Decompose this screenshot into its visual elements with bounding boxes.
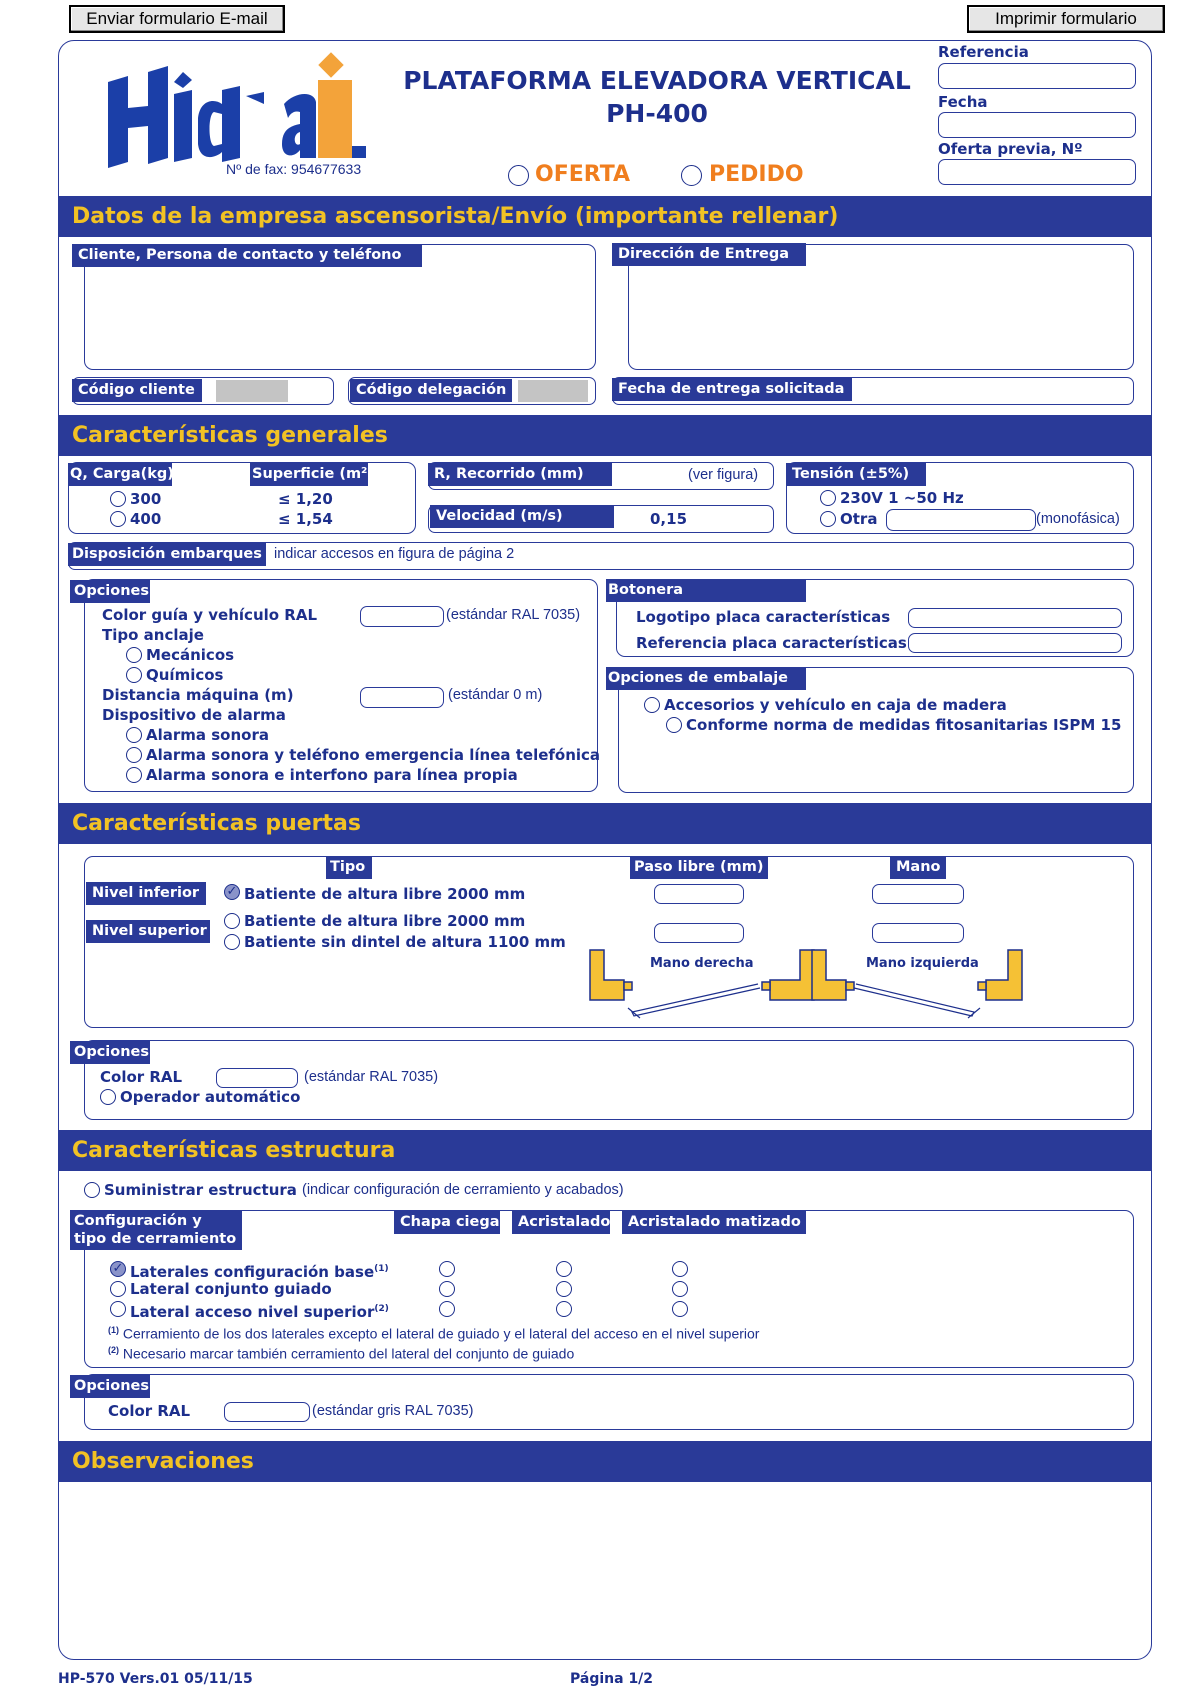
matizado-guiado-radio[interactable]: [672, 1281, 688, 1297]
botonera-label: Botonera: [606, 579, 806, 602]
fecha-label: Fecha: [938, 93, 988, 111]
referencia-label: Referencia: [938, 43, 1029, 61]
dispositivo-label: Dispositivo de alarma: [102, 706, 286, 724]
estructura-color-ral-input[interactable]: [224, 1402, 310, 1422]
embalaje1-radio[interactable]: [644, 697, 660, 713]
estructura-color-std: (estándar gris RAL 7035): [312, 1403, 474, 1419]
referencia-placa-input[interactable]: [908, 633, 1122, 653]
distancia-std: (estándar 0 m): [448, 687, 543, 703]
fecha-entrega-label: Fecha de entrega solicitada: [612, 378, 852, 401]
tension-otra: Otra: [840, 510, 878, 528]
disposicion-label: Disposición embarques: [68, 543, 266, 566]
sup-2a: (2): [374, 1304, 389, 1314]
carga-300-radio[interactable]: [110, 491, 126, 507]
codigo-delegacion-gray: [518, 380, 588, 402]
chapa-acceso-radio[interactable]: [439, 1301, 455, 1317]
pedido-radio[interactable]: [681, 165, 702, 186]
alarma1-radio[interactable]: [126, 727, 142, 743]
codigo-cliente-gray: [216, 380, 288, 402]
section-caracteristicas-estructura: Características estructura: [58, 1130, 1152, 1171]
carga-400-radio[interactable]: [110, 511, 126, 527]
pedido-label: PEDIDO: [709, 162, 804, 187]
form-title: [392, 64, 922, 130]
matizado-base-radio[interactable]: [672, 1261, 688, 1277]
acristalado-matizado-label: Acristalado matizado: [622, 1211, 806, 1234]
send-email-button[interactable]: Enviar formulario E-mail: [69, 5, 285, 33]
acrist-guiado-radio[interactable]: [556, 1281, 572, 1297]
batiente-inferior-checked[interactable]: ✓: [224, 884, 240, 900]
estructura-color-ral-label: Color RAL: [108, 1402, 191, 1420]
tipo-label: Tipo: [326, 856, 372, 879]
quimicos-radio[interactable]: [126, 667, 142, 683]
direccion-label: Dirección de Entrega: [612, 243, 806, 266]
footer-page: Página 1/2: [570, 1671, 654, 1687]
title-line2: PH-400: [606, 99, 708, 128]
nota-2-text: Necesario marcar también cerramiento del lateral del conjunto de guiado: [122, 1345, 575, 1362]
cliente-label: Cliente, Persona de contacto y teléfono: [72, 244, 422, 267]
alarma3-radio[interactable]: [126, 767, 142, 783]
distancia-input[interactable]: [360, 687, 444, 708]
fecha-input[interactable]: [938, 112, 1136, 138]
suministrar-hint: (indicar configuración de cerramiento y acabados): [302, 1182, 624, 1198]
batiente3-radio[interactable]: [224, 934, 240, 950]
embalaje2-label: Conforme norma de medidas fitosanitarias ISPM 15: [686, 716, 1122, 734]
laterales-base-label: [130, 1260, 389, 1282]
embalaje1-label: Accesorios y vehículo en caja de madera: [664, 696, 1007, 714]
paso-libre-inferior-input[interactable]: [654, 884, 744, 904]
superficie-154: ≤ 1,54: [278, 510, 333, 528]
chapa-guiado-radio[interactable]: [439, 1281, 455, 1297]
oferta-previa-input[interactable]: [938, 159, 1136, 185]
tension-label: Tensión (±5%): [786, 463, 926, 486]
puertas-color-ral-input[interactable]: [216, 1068, 298, 1088]
mecanicos-label: Mecánicos: [146, 646, 235, 664]
sup-1b: (1): [108, 1325, 119, 1335]
embalaje2-radio[interactable]: [666, 717, 682, 733]
footer-code: HP-570 Vers.01 05/11/15: [58, 1671, 253, 1687]
section-caracteristicas-puertas: Características puertas: [58, 803, 1152, 844]
nota-2: [108, 1341, 574, 1364]
tension-230-radio[interactable]: [820, 490, 836, 506]
codigo-cliente-label: Código cliente: [72, 379, 202, 402]
puertas-color-std: (estándar RAL 7035): [304, 1069, 439, 1085]
distancia-label: Distancia máquina (m): [102, 686, 294, 704]
door-hand-diagram: [588, 948, 1024, 1020]
chapa-ciega-label: Chapa ciega: [394, 1211, 500, 1234]
ver-figura: (ver figura): [688, 467, 759, 483]
batiente1-label: Batiente de altura libre 2000 mm: [244, 885, 526, 903]
mano-superior-input[interactable]: [872, 923, 964, 943]
disposicion-hint: indicar accesos en figura de página 2: [274, 546, 515, 562]
carga-400: 400: [130, 510, 162, 528]
observaciones-textarea[interactable]: [60, 1484, 1150, 1656]
lateral-acceso-label: [130, 1300, 389, 1322]
mano-inferior-input[interactable]: [872, 884, 964, 904]
lateral-guiado-label: Lateral conjunto guiado: [130, 1280, 332, 1298]
suministrar-label: Suministrar estructura: [104, 1181, 297, 1199]
lateral-acceso-text: Lateral acceso nivel superior: [130, 1303, 375, 1321]
superficie-120: ≤ 1,20: [278, 490, 333, 508]
section-datos-empresa: Datos de la empresa ascensorista/Envío (importante rellenar): [58, 196, 1152, 237]
chapa-base-radio[interactable]: [439, 1261, 455, 1277]
paso-libre-superior-input[interactable]: [654, 923, 744, 943]
color-guia-label: Color guía y vehículo RAL: [102, 606, 318, 624]
referencia-placa-label: Referencia placa características: [636, 634, 907, 652]
matizado-acceso-radio[interactable]: [672, 1301, 688, 1317]
codigo-delegacion-label: Código delegación: [350, 379, 512, 402]
acrist-base-radio[interactable]: [556, 1261, 572, 1277]
monofasica: (monofásica): [1036, 511, 1120, 527]
velocidad-label: Velocidad (m/s): [430, 505, 614, 528]
opciones-label: Opciones: [70, 580, 150, 603]
color-guia-input[interactable]: [360, 606, 444, 627]
tension-otra-input[interactable]: [886, 509, 1036, 531]
lateral-guiado-radio[interactable]: [110, 1281, 126, 1297]
sup-1a: (1): [374, 1264, 389, 1274]
logotipo-input[interactable]: [908, 608, 1122, 628]
mano-derecha-label: Mano derecha: [650, 956, 754, 971]
mano-label: Mano: [890, 856, 946, 879]
estructura-opciones-label: Opciones: [70, 1375, 150, 1398]
superficie-label: Superficie (m²): [250, 463, 368, 486]
color-guia-std: (estándar RAL 7035): [446, 607, 581, 623]
sup-2b: (2): [108, 1345, 119, 1355]
fax-number: Nº de fax: 954677633: [226, 161, 362, 177]
acristalado-label: Acristalado: [512, 1211, 610, 1234]
alarma1-label: Alarma sonora: [146, 726, 269, 744]
print-form-button[interactable]: Imprimir formulario: [967, 5, 1165, 33]
paso-libre-label: Paso libre (mm): [630, 856, 768, 879]
laterales-base-text: Laterales configuración base: [130, 1263, 375, 1281]
puertas-opciones-label: Opciones: [70, 1041, 150, 1064]
section-caracteristicas-generales: Características generales: [58, 415, 1152, 456]
oferta-label: OFERTA: [535, 162, 631, 187]
embalaje-label: Opciones de embalaje: [606, 667, 806, 690]
recorrido-label: R, Recorrido (mm): [428, 463, 612, 486]
configuracion-line2: tipo de cerramiento: [74, 1231, 237, 1247]
operador-radio[interactable]: [100, 1089, 116, 1105]
alarma2-radio[interactable]: [126, 747, 142, 763]
batiente2-label: Batiente de altura libre 2000 mm: [244, 912, 526, 930]
referencia-input[interactable]: [938, 63, 1136, 89]
hidral-logo: [104, 52, 394, 170]
laterales-base-checked[interactable]: ✓: [110, 1261, 126, 1277]
configuracion-line1: Configuración y: [74, 1213, 202, 1229]
batiente2-radio[interactable]: [224, 913, 240, 929]
tension-otra-radio[interactable]: [820, 511, 836, 527]
title-line1: PLATAFORMA ELEVADORA VERTICAL: [403, 66, 911, 95]
mecanicos-radio[interactable]: [126, 647, 142, 663]
section-observaciones: Observaciones: [58, 1441, 1152, 1482]
alarma3-label: Alarma sonora e interfono para línea propia: [146, 766, 518, 784]
nivel-inferior-label: Nivel inferior: [86, 882, 206, 905]
tipo-anclaje-label: Tipo anclaje: [102, 626, 204, 644]
batiente3-label: Batiente sin dintel de altura 1100 mm: [244, 933, 566, 951]
nota-1-text: Cerramiento de los dos laterales excepto el lateral de guiado y el lateral del acceso en el nivel superior: [122, 1325, 760, 1342]
suministrar-radio[interactable]: [84, 1182, 100, 1198]
nivel-superior-label: Nivel superior: [86, 920, 210, 943]
logotipo-label: Logotipo placa características: [636, 608, 891, 626]
carga-300: 300: [130, 490, 162, 508]
velocidad-value: 0,15: [650, 510, 688, 528]
tension-230: 230V 1 ~50 Hz: [840, 489, 964, 507]
oferta-previa-label: Oferta previa, Nº: [938, 140, 1083, 158]
mano-izquierda-label: Mano izquierda: [866, 956, 979, 971]
operador-label: Operador automático: [120, 1088, 301, 1106]
alarma2-label: Alarma sonora y teléfono emergencia línea telefónica: [146, 746, 601, 764]
oferta-radio[interactable]: [508, 165, 529, 186]
configuracion-label: [70, 1210, 242, 1250]
puertas-color-ral-label: Color RAL: [100, 1068, 183, 1086]
lateral-acceso-radio[interactable]: [110, 1301, 126, 1317]
acrist-acceso-radio[interactable]: [556, 1301, 572, 1317]
carga-label: Q, Carga(kg): [68, 463, 172, 486]
quimicos-label: Químicos: [146, 666, 224, 684]
